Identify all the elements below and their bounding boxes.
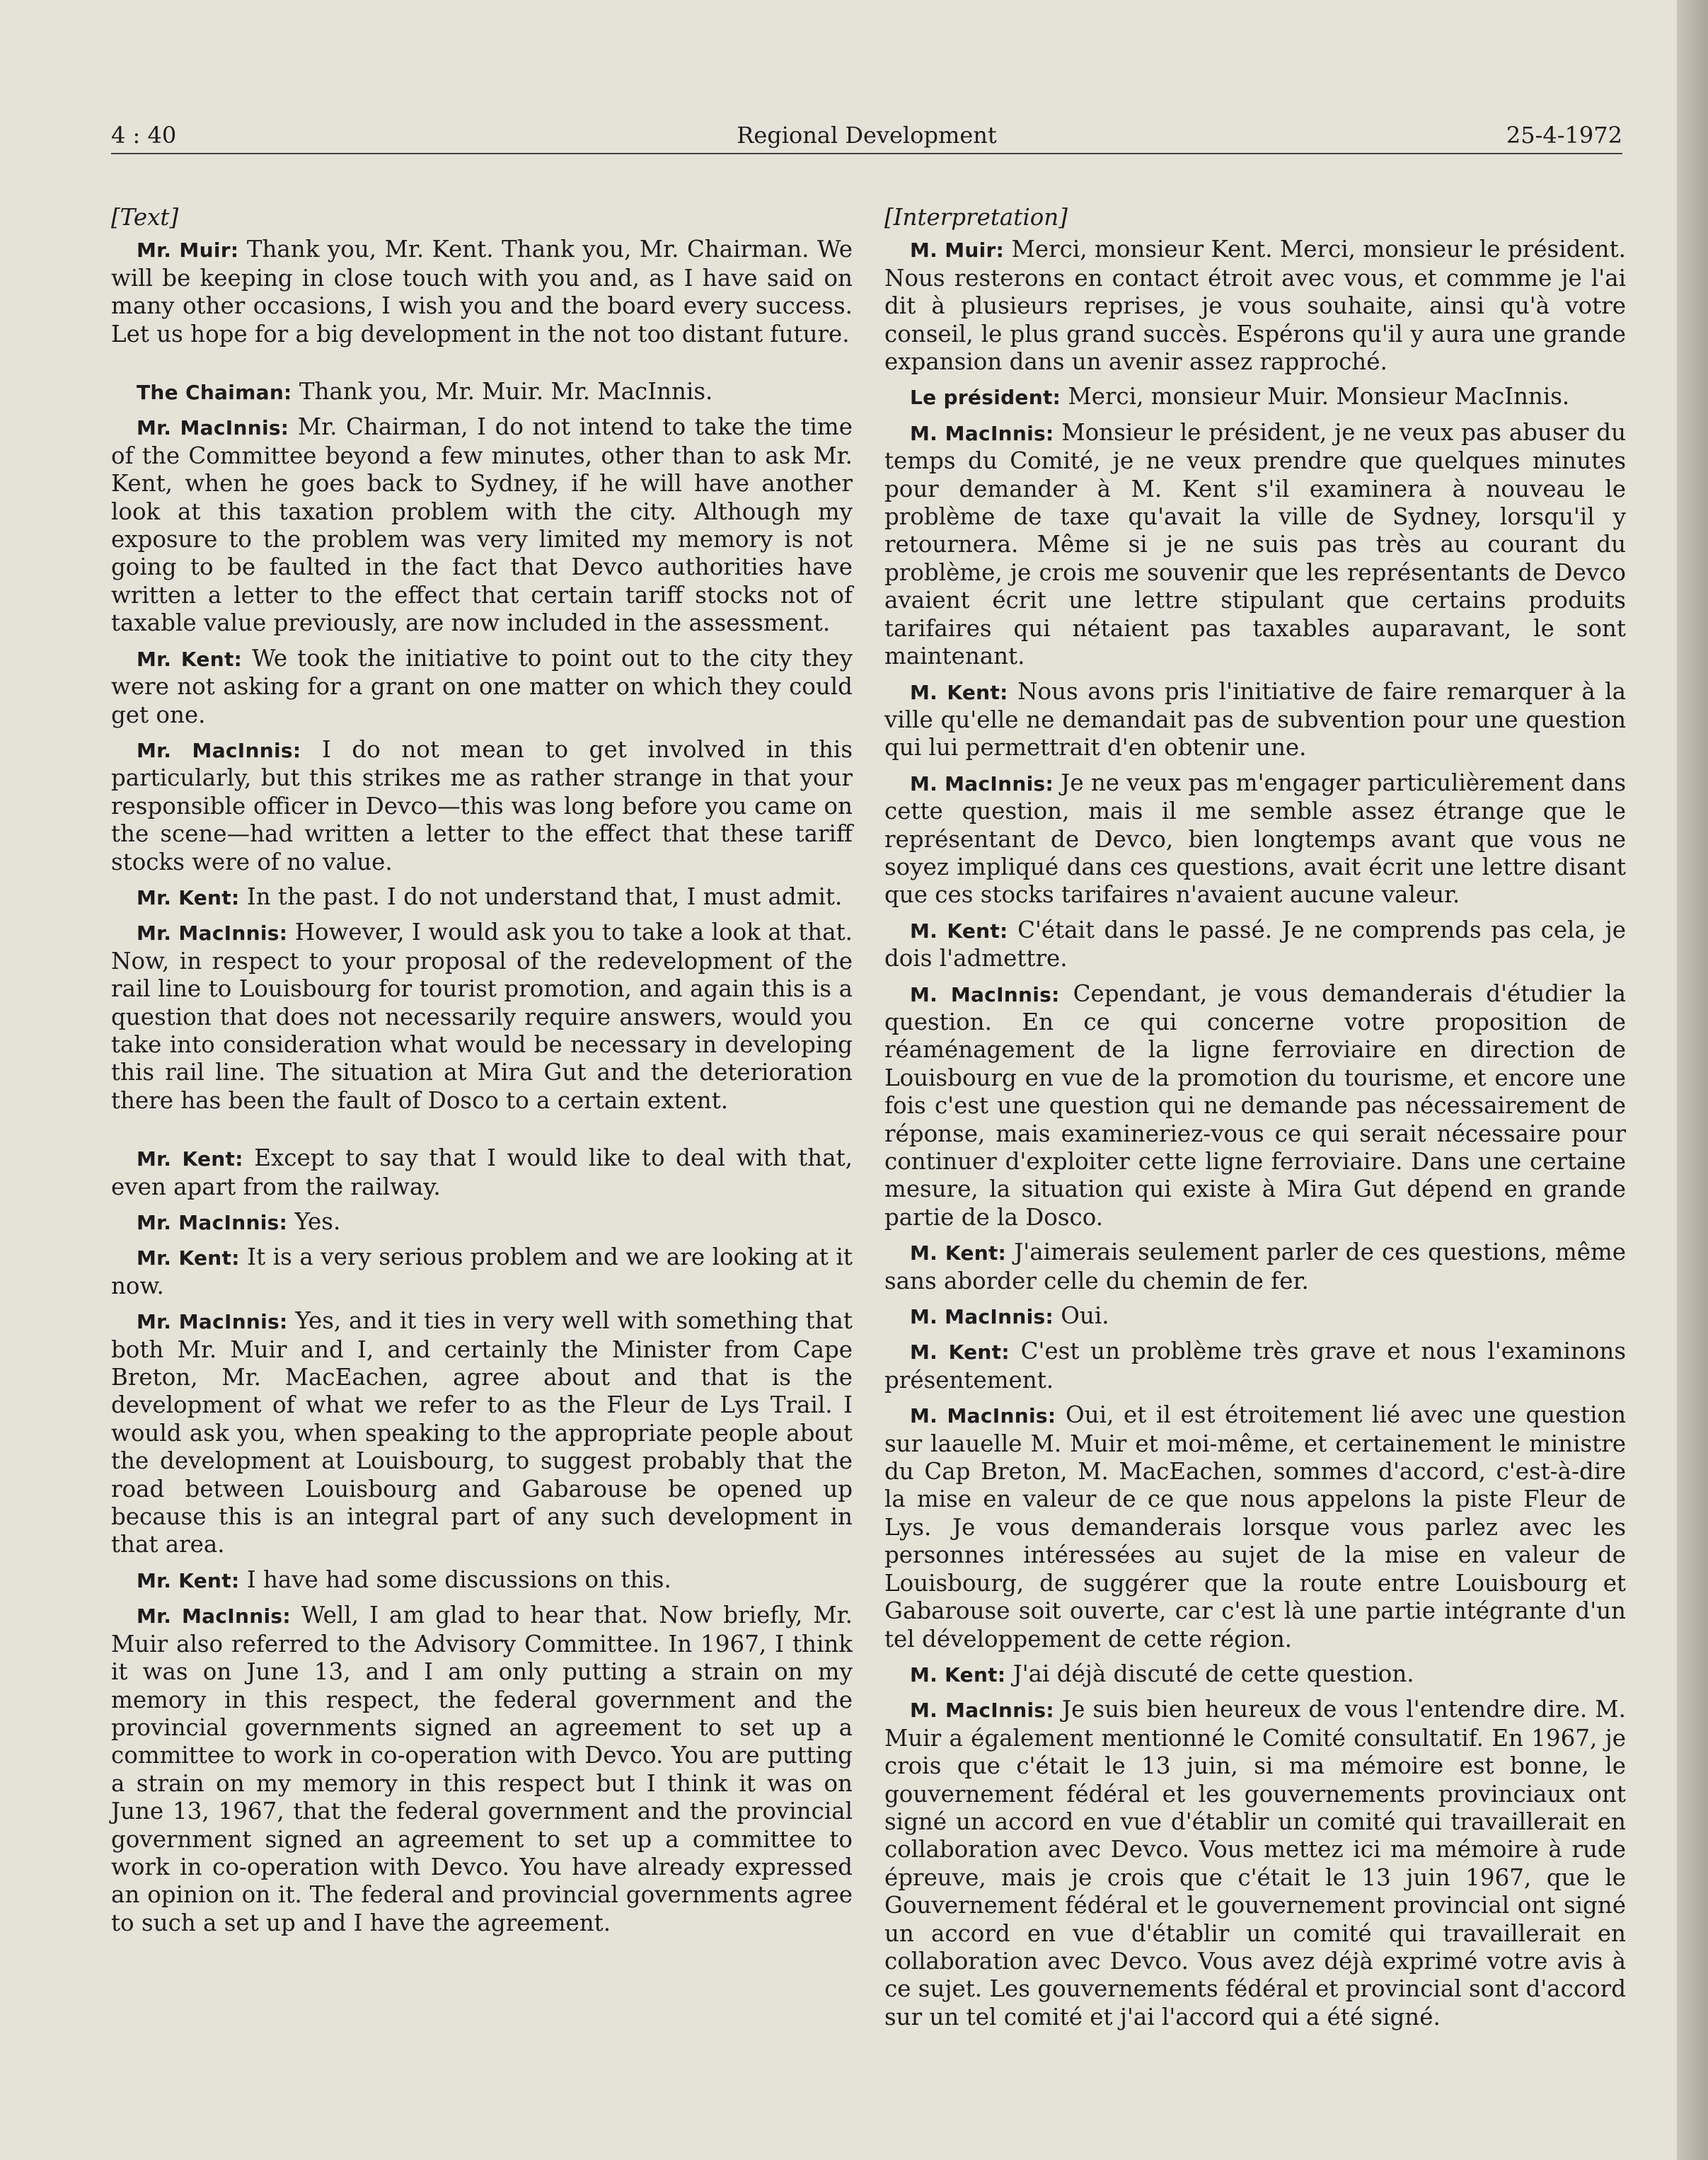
speech-paragraph [111,883,853,912]
speech-paragraph [884,1239,1626,1295]
speaker-name: The Chaiman: [137,381,292,405]
speaker-name: Mr. MacInnis: [137,416,289,440]
speaker-name: M. Kent: [910,1241,1007,1265]
speech-text: Merci, monsieur Kent. Merci, monsieur le président. Nous resterons en contact étroit avec vous, et commme je l'ai dit à plusieurs reprises, je vous souhaite, ainsi qu'à votre conseil, le plus grand succès. Espérons qu'il y aura une grande expansion dans un avenir assez rapproché. [884,236,1626,376]
speaker-name: M. MacInnis: [910,421,1054,445]
header-date: 25-4-1972 [1506,122,1622,149]
speaker-name: Le président: [910,386,1061,410]
speaker-name: M. Kent: [910,919,1008,943]
speaker-name: Mr. MacInnis: [137,1604,291,1628]
running-title: Regional Development [737,122,997,149]
page-number: 4 : 40 [111,122,177,149]
book-binding-edge [1677,0,1708,2160]
speaker-name: Mr. Kent: [137,1147,243,1171]
speaker-name: Mr. MacInnis: [137,1310,288,1334]
section-label: [Interpretation] [884,204,1068,231]
french-column [884,204,1626,2038]
speech-text: Thank you, Mr. Muir. Mr. MacInnis. [292,378,713,406]
running-header [111,117,1622,154]
speech-paragraph [884,1302,1626,1331]
speaker-name: M. Kent: [910,1662,1006,1687]
speech-paragraph [111,1602,853,1937]
speech-text: We took the initiative to point out to the city they were not asking for a grant on one matter on which they could get one. [111,644,853,728]
speech-text: Merci, monsieur Muir. Monsieur MacInnis. [1061,383,1570,410]
speech-paragraph [884,1401,1626,1653]
speaker-name: M. MacInnis: [910,771,1054,795]
speech-text: Je suis bien heureux de vous l'entendre dire. M. Muir a également mentionné le Comité consultatif. En 1967, je crois que c'était le 13 juin, si ma mémoire est bonne, le gouvernement fédéral et les gouvernements provinciaux ont signé un accord en vue d'établir un comité qui travaillerait en collaboration avec Devco. Vous mettez ici ma mémoire à rude épreuve, mais je crois que c'était le 13 juin 1967, que le Gouvernement fédéral et le gouvernement provincial ont signé un accord en vue d'établir un comité qui travaillerait en collaboration avec Devco. Vous avez déjà exprimé votre avis à ce sujet. Les gouvernements fédéral et provincial sont d'accord sur un tel comité et j'ai l'accord qui a été signé. [884,1696,1627,2030]
speech-paragraph [111,413,853,637]
speaker-name: M. Muir: [910,239,1005,263]
speech-paragraph [884,980,1626,1232]
speech-paragraph [884,769,1626,909]
speech-text: Oui, et il est étroitement lié avec une question sur laauelle M. Muir et moi-même, et certainement le ministre du Cap Breton, M. MacEachen, sommes d'accord, c'est-à-dire la mise en valeur de ce que nous appelons la piste Fleur de Lys. Je vous demanderais lorsque vous parlez avec les personnes intéressées au sujet de la mise en valeur de Louisbourg, de suggérer que la route entre Louisbourg et Gabarouse soit ouverte, car c'est là une partie intégrante d'un tel développement de cette région. [884,1401,1626,1653]
speaker-name: M. MacInnis: [910,1404,1056,1428]
speech-paragraph [884,1696,1626,2031]
speech-paragraph [111,1243,853,1300]
speech-text: In the past. I do not understand that, I must admit. [239,883,843,910]
speaker-name: Mr. Kent: [137,1246,240,1270]
speech-text: J'aimerais seulement parler de ces questions, même sans aborder celle du chemin de fer. [884,1239,1627,1294]
speech-text: I do not mean to get involved in this particularly, but this strikes me as rather strange in that your responsible officer in Devco—this was long before you came on the scene—had written a letter to the effect that these tariff stocks were of no value. [111,735,853,875]
section-label: [Text] [111,204,179,231]
speaker-name: Mr. Muir: [137,239,239,263]
speech-text: J'ai déjà discuté de cette question. [1005,1660,1414,1687]
speech-paragraph [884,1338,1626,1394]
speech-text: Nous avons pris l'initiative de faire remarquer à la ville qu'elle ne demandait pas de subvention pour une question qui lui permettrait d'en obtenir une. [884,677,1626,762]
speech-paragraph [884,383,1626,411]
english-column [111,204,853,1944]
speaker-name: Mr. Kent: [137,1568,240,1592]
speech-text: C'est un problème très grave et nous l'examinons présentement. [884,1338,1627,1394]
speech-text: It is a very serious problem and we are looking at it now. [111,1243,853,1299]
speech-paragraph [111,236,853,348]
speaker-name: Mr. MacInnis: [137,921,288,946]
speech-text: However, I would ask you to take a look at that. Now, in respect to your proposal of the redevelopment of the rail line to Louisbourg for tourist promotion, and again this is a question that does not necessarily require answers, would you take into consideration what would be necessary in developing this rail line. The situation at Mira Gut and the deterioration there has been the fault of Dosco to a certain extent. [111,919,853,1114]
speech-text: Well, I am glad to hear that. Now briefly, Mr. Muir also referred to the Advisory Committee. In 1967, I think it was on June 13, and I am only putting a strain on my memory in this respect, the federal government and the provincial governments signed an agreement to set up a committee to work in co-operation with Devco. You are putting a strain on my memory in this respect but I think it was on June 13, 1967, that the federal government and the provincial government signed an agreement to set up a committee to work in co-operation with Devco. You have already expressed an opinion on it. The federal and provincial governments agree to such a set up and I have the agreement. [111,1602,853,1936]
speech-text: Except to say that I would like to deal with that, even apart from the railway. [111,1144,853,1200]
speaker-name: M. Kent: [910,1340,1010,1365]
speech-paragraph [111,378,853,406]
speech-text: C'était dans le passé. Je ne comprends pas cela, je dois l'admettre. [884,916,1626,972]
speech-paragraph [111,1566,853,1595]
speech-text: Yes, and it ties in very well with something that both Mr. Muir and I, and certainly the Minister from Cape Breton, Mr. MacEachen, agree about and that is the development of what we refer to as the Fleur de Lys Trail. I would ask you, when speaking to the appropriate people about the development at Louisbourg, to suggest probably that the road between Louisbourg and Gabarouse be opened up because this is an integral part of any such development in that area. [111,1307,853,1558]
speech-paragraph [884,236,1626,376]
speech-paragraph [884,1660,1626,1689]
speaker-name: Mr. MacInnis: [137,1211,288,1234]
speech-paragraph [111,1144,853,1201]
speech-text: Monsieur le président, je ne veux pas abuser du temps du Comité, je ne veux prendre que quelques minutes pour demander à M. Kent s'il examinera à nouveau le problème de taxe qu'avait la ville de Sydney, lorsqu'il y retournera. Même si je ne suis pas très au courant du problème, je crois me souvenir que les représentants de Devco avaient écrit une lettre stipulant que certains produits tarifaires qui nétaient pas taxables auparavant, le sont maintenant. [884,418,1626,670]
speaker-name: M. MacInnis: [910,1305,1054,1329]
speaker-name: Mr. Kent: [137,647,243,671]
speech-paragraph [111,645,853,729]
speech-text: Mr. Chairman, I do not intend to take the time of the Committee beyond a few minutes, other than to ask Mr. Kent, when he goes back to Sydney, if he will have another look at this taxation problem with the city. Although my exposure to the problem was very limited my memory is not going to be faulted in the fact that Devco authorities have written a letter to the effect that certain tariff stocks not of taxable value previously, are now included in the assessment. [111,413,853,637]
speech-paragraph [111,919,853,1115]
speaker-name: M. MacInnis: [910,1699,1054,1723]
speech-text: I have had some discussions on this. [239,1566,671,1593]
speaker-name: Mr. MacInnis: [137,738,301,762]
speech-paragraph [111,1307,853,1559]
speech-paragraph [884,419,1626,671]
speech-text: Oui. [1053,1302,1109,1330]
speaker-name: M. Kent: [910,680,1008,704]
speaker-name: M. MacInnis: [910,982,1060,1006]
speaker-name: Mr. Kent: [137,885,240,909]
speech-text: Cependant, je vous demanderais d'étudier la question. En ce qui concerne votre proposition de réaménagement de la ligne ferroviaire en direction de Louisbourg en vue de la promotion du tourisme, et encore une fois c'est une question qui ne demande pas nécessairement de réponse, mais examineriez-vous ce qui serait nécessaire pour continuer d'exploiter cette ligne ferroviaire. Dans une certaine mesure, la situation qui existe à Mira Gut dépend en grande partie de la Dosco. [884,980,1627,1231]
speech-text: Yes. [287,1208,341,1235]
speech-paragraph [111,736,853,876]
speech-paragraph [884,917,1626,973]
speech-text: Thank you, Mr. Kent. Thank you, Mr. Chairman. We will be keeping in close touch with you and, as I have said on many other occasions, I wish you and the board every success. Let us hope for a big development in the not too distant future. [111,236,853,347]
speech-text: Je ne veux pas m'engager particulièrement dans cette question, mais il me semble assez étrange que le représentant de Devco, bien longtemps avant que vous ne soyez impliqué dans ces questions, avait écrit une lettre disant que ces stocks tarifaires n'avaient aucune valeur. [884,769,1627,909]
speech-paragraph [111,1208,853,1236]
speech-paragraph [884,678,1626,762]
